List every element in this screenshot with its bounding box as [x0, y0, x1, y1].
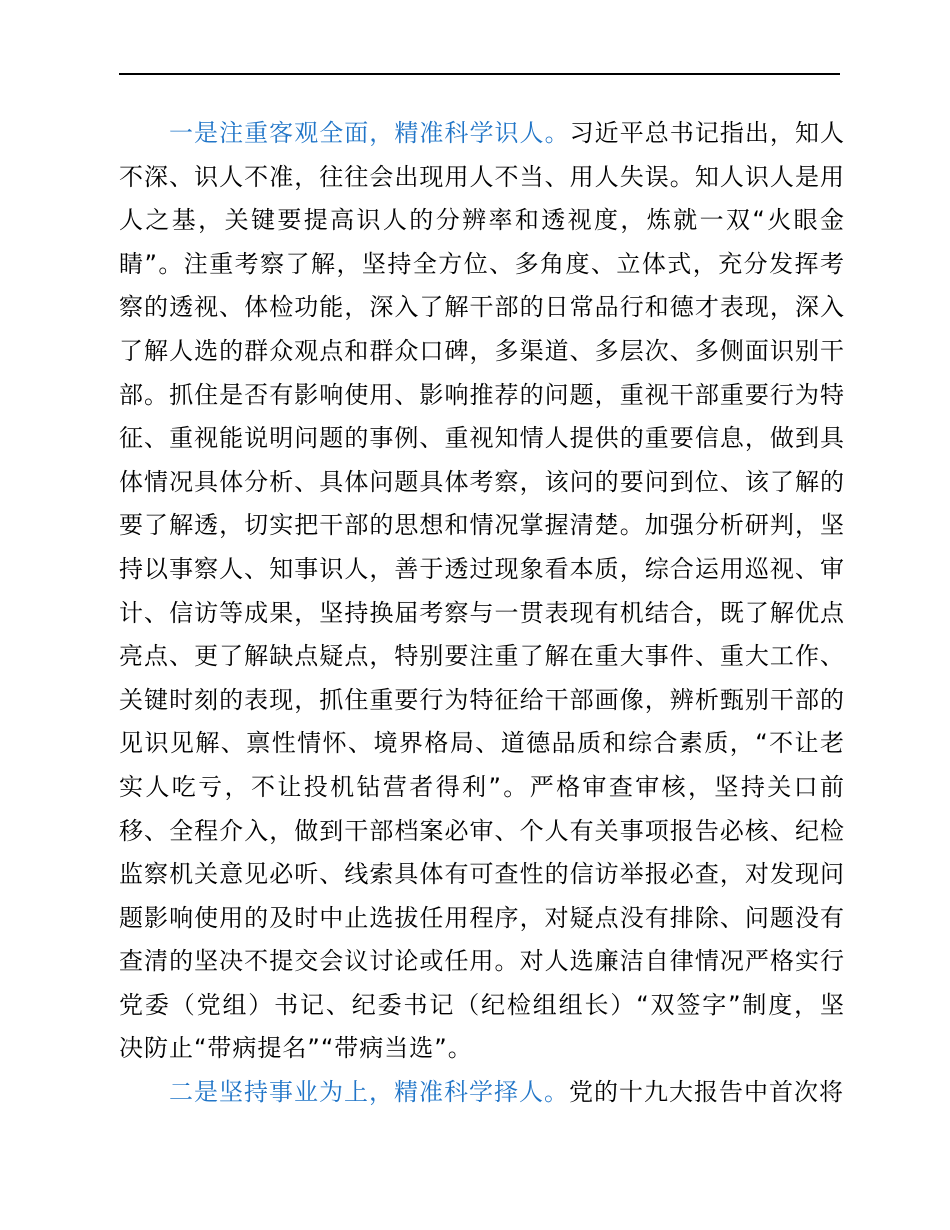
top-rule	[119, 73, 840, 75]
paragraph-2-heading: 二是坚持事业为上，精准科学择人。	[169, 1078, 569, 1107]
paragraph-1-heading: 一是注重客观全面，精准科学识人。	[169, 119, 570, 147]
document-body	[119, 112, 845, 1115]
paragraph-1	[119, 112, 845, 1071]
paragraph-1-text: 习近平总书记指出，知人不深、识人不准，往往会出现用人不当、用人失误。知人识人是用人之基，关键要提高识人的分辨率和透视度，炼就一双“火眼金睛”。注重考察了解，坚持全方位、多角度、立体式，充分发挥考察的透视、体检功能，深入了解干部的日常品行和德才表现，深入了解人选的群众观点和群众口碑，多渠道、多层次、多侧面识别干部。抓住是否有影响使用、影响推荐的问题，重视干部重要行为特征、重视能说明问题的事例、重视知情人提供的重要信息，做到具体情况具体分析、具体问题具体考察，该问的要问到位、该了解的要了解透，切实把干部的思想和情况掌握清楚。加强分析研判，坚持以事察人、知事识人，善于透过现象看本质，综合运用巡视、审计、信访等成果，坚持换届考察与一贯表现有机结合，既了解优点亮点、更了解缺点疑点，特别要注重了解在重大事件、重大工作、关键时刻的表现，抓住重要行为特征给干部画像，辨析甄别干部的见识见解、禀性情怀、境界格局、道德品质和综合素质，“不让老实人吃亏，不让投机钻营者得利”。严格审查审核，坚持关口前移、全程介入，做到干部档案必审、个人有关事项报告必核、纪检监察机关意见必听、线索具体有可查性的信访举报必查，对发现问题影响使用的及时中止选拔任用程序，对疑点没有排除、问题没有查清的坚决不提交会议讨论或任用。对人选廉洁自律情况严格实行党委（党组）书记、纪委书记（纪检组组长）“双签字”制度，坚决防止“带病提名”“带病当选”。	[119, 119, 846, 1063]
paragraph-2	[119, 1071, 845, 1115]
paragraph-2-text: 党的十九大报告中首次将	[569, 1078, 844, 1107]
